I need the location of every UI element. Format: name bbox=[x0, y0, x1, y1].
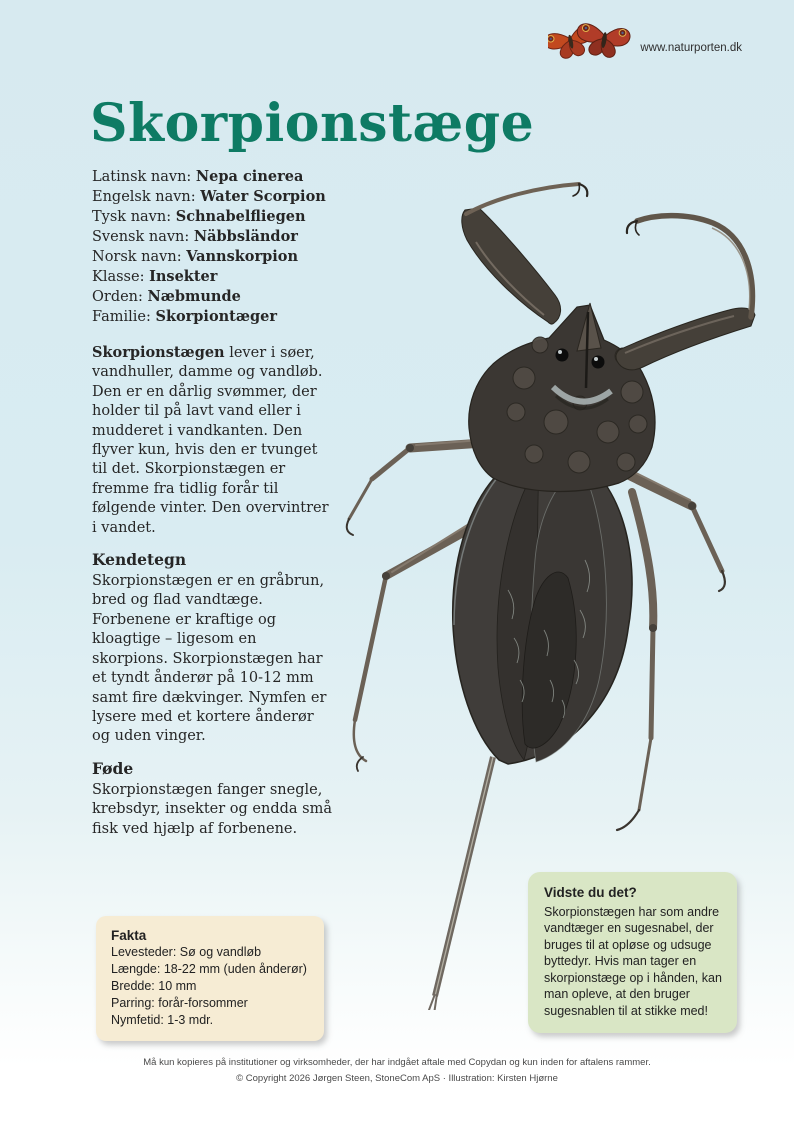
name-value: Nepa cinerea bbox=[195, 168, 304, 185]
fakta-line-habitat: Levesteder: Sø og vandløb bbox=[111, 945, 262, 959]
name-row-swedish bbox=[92, 227, 332, 247]
name-value: Schnabelfliegen bbox=[175, 208, 306, 225]
page-title: Skorpionstæge bbox=[90, 92, 535, 154]
butterflies-icon bbox=[548, 14, 634, 60]
name-row-class bbox=[92, 267, 332, 287]
naturporten-logo bbox=[548, 14, 742, 60]
species-names-list bbox=[92, 167, 332, 327]
section-heading-kendetegn: Kendetegn bbox=[92, 550, 187, 570]
fakta-line-width: Bredde: 10 mm bbox=[111, 979, 197, 993]
head-and-thorax bbox=[469, 303, 655, 491]
breathing-tube bbox=[426, 757, 493, 1010]
name-value: Skorpiontæger bbox=[155, 308, 277, 325]
name-row-norwegian bbox=[92, 247, 332, 267]
intro-paragraph bbox=[92, 343, 332, 538]
footer-copy-restriction: Må kun kopieres på institutioner og virksomheder, der har indgået aftale med Copydan og kun inden for aftalens rammer. bbox=[143, 1057, 651, 1068]
did-you-know-text: Skorpionstægen har som andre vandtæger en sugesnabel, der bruges til at opløse og udsuge byttedyr. Hvis man tager en skorpionstæge op i hånden, kan man opleve, at den bruger sugesnablen til at stikke med! bbox=[544, 904, 722, 1018]
did-you-know-box bbox=[528, 872, 737, 1033]
name-label: Latinsk navn: bbox=[92, 169, 192, 185]
name-label: Tysk navn: bbox=[92, 209, 172, 225]
name-value: Water Scorpion bbox=[200, 188, 326, 205]
fakta-heading: Fakta bbox=[111, 928, 147, 943]
name-label: Norsk navn: bbox=[92, 249, 182, 265]
section-heading-foede: Føde bbox=[92, 758, 134, 778]
text-column bbox=[92, 167, 332, 851]
fakta-box bbox=[96, 916, 324, 1041]
name-label: Orden: bbox=[92, 289, 143, 305]
front-leg-right bbox=[616, 216, 755, 370]
name-value: Næbmunde bbox=[147, 288, 241, 305]
name-row-latin bbox=[92, 167, 332, 187]
name-label: Klasse: bbox=[92, 269, 145, 285]
name-row-family bbox=[92, 307, 332, 327]
did-you-know-heading: Vidste du det? bbox=[544, 885, 637, 900]
name-value: Vannskorpion bbox=[186, 248, 298, 265]
name-label: Engelsk navn: bbox=[92, 189, 196, 205]
intro-lead: Skorpionstægen bbox=[92, 344, 225, 361]
website-link[interactable]: www.naturporten.dk bbox=[640, 42, 742, 54]
front-leg-left bbox=[462, 184, 588, 324]
name-row-english bbox=[92, 187, 332, 207]
name-row-german bbox=[92, 207, 332, 227]
abdomen bbox=[453, 451, 632, 764]
intro-text: lever i søer, vandhuller, damme og vandløb. Den er en dårlig svømmer, der holder til på lavt vand eller i mudderet i vandkanten. Den flyver kun, hvis den er tvunget til det. Skorpionstægen er fremme fra tidlig forår til følgende vinter. Den overvintrer i vandet. bbox=[92, 345, 329, 536]
fakta-line-nymph: Nymfetid: 1-3 mdr. bbox=[111, 1013, 214, 1027]
name-label: Svensk navn: bbox=[92, 229, 190, 245]
section-text-kendetegn: Skorpionstægen er en gråbrun, bred og flad vandtæge. Forbenene er kraftige og kloagtige – ligesom en skorpions. Skorpionstægen har et tyndt ånderør på 10-12 mm samt fire dækvinger. Nymfen er lysere med et kortere ånderør og uden vinger. bbox=[92, 573, 327, 745]
fakta-line-mating: Parring: forår-forsommer bbox=[111, 996, 248, 1010]
name-label: Familie: bbox=[92, 309, 151, 325]
fakta-line-length: Længde: 18-22 mm (uden ånderør) bbox=[111, 962, 307, 976]
footer-copyright: © Copyright 2026 Jørgen Steen, StoneCom ApS · Illustration: Kirsten Hjørne bbox=[236, 1073, 558, 1084]
name-value: Näbbsländor bbox=[193, 228, 298, 245]
name-value: Insekter bbox=[149, 268, 218, 285]
section-text-foede: Skorpionstægen fanger snegle, krebsdyr, insekter og endda små fisk ved hjælp af forbenene. bbox=[92, 781, 332, 837]
name-row-order bbox=[92, 287, 332, 307]
